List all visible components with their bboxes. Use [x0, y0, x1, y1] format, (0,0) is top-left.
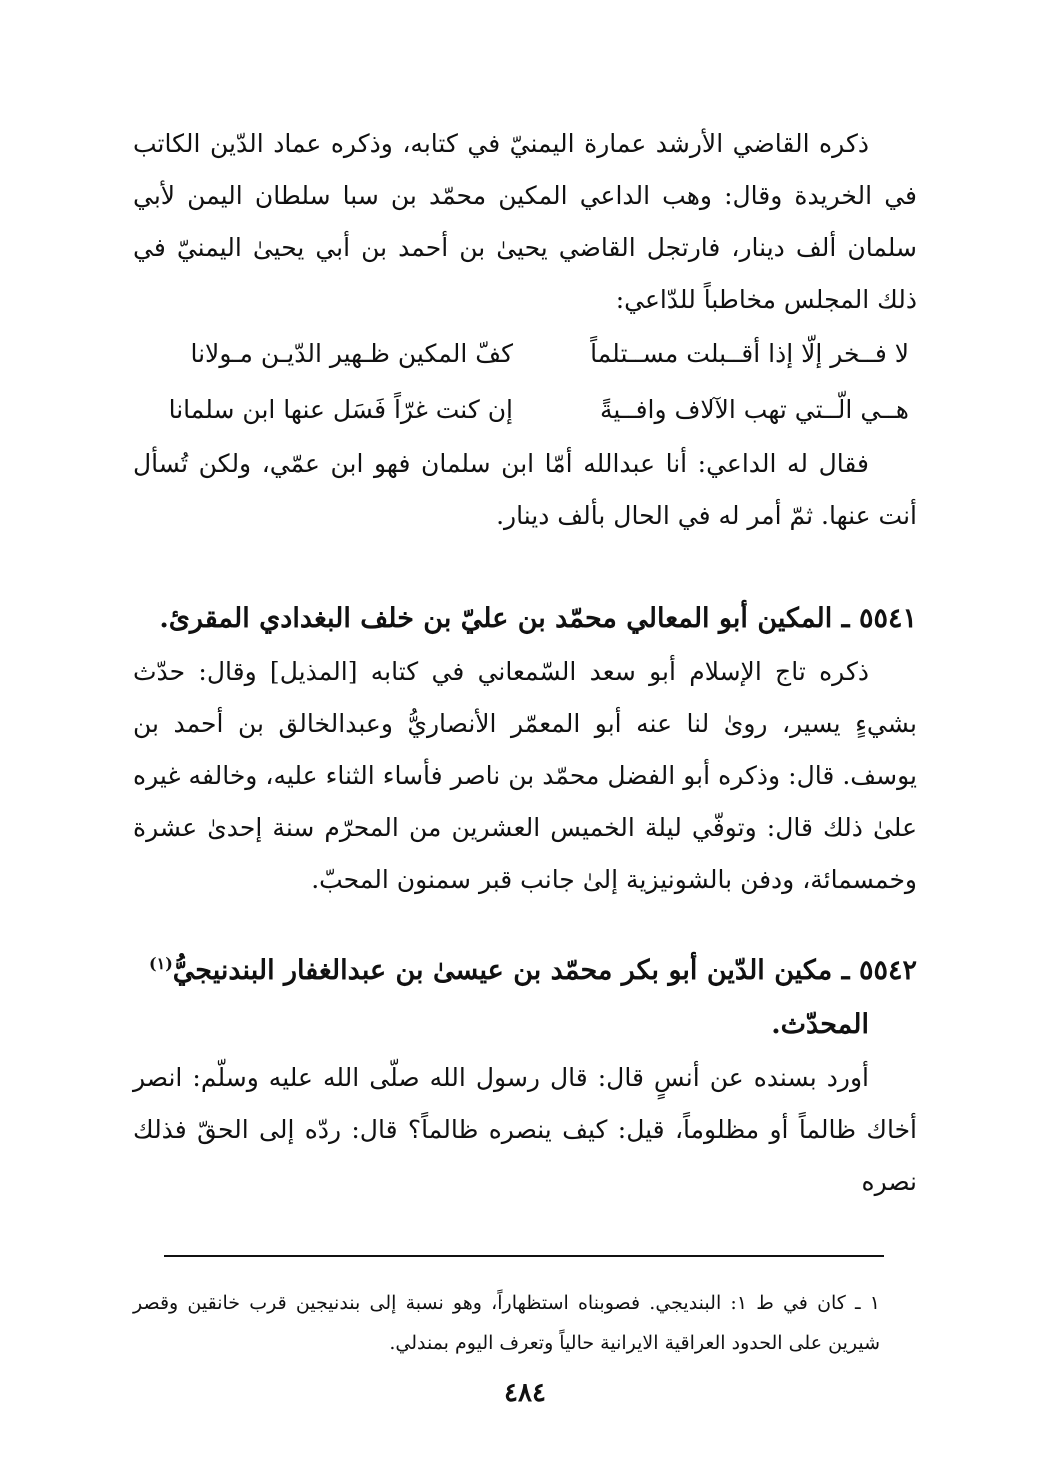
footnote-reference: (١) — [149, 954, 173, 973]
intro-paragraph: ذكره القاضي الأرشد عمارة اليمنيّ في كتابه، وذكره عماد الدّين الكاتب في الخريدة وقال: وهب الداعي المكين محمّد بن سبا سلطان اليمن لأبي سلمان ألف دينار، فارتجل القاضي يحيىٰ بن أحمد بن أبي يحيىٰ اليمنيّ في ذلك المجلس مخاطباً للدّاعي: — [133, 129, 917, 314]
verse-line — [153, 382, 909, 438]
entry-heading-text: ٥٥٤٢ ـ مكين الدّين أبو بكر محمّد بن عيسىٰ بن عبدالغفار البندنيجيُّ — [172, 955, 917, 986]
footnote-text: ١ ـ كان في ط ١: البنديجي. فصوبناه استظهاراً، وهو نسبة إلى بندنيجين قرب خانقين وقصر شيرين على الحدود العراقية الايرانية حالياً وتعرف اليوم بمندلي. — [133, 1292, 881, 1354]
intro-section — [133, 118, 917, 542]
poem — [153, 326, 909, 438]
footnotes — [133, 1283, 880, 1363]
intro-closing-paragraph: فقال له الداعي: أنا عبدالله أمّا ابن سلمان فهو ابن عمّي، ولكن تُسأل أنت عنها. ثمّ أمر له في الحال بألف دينار. — [133, 449, 917, 530]
verse-second-hemistich: كفّ المكين ظـهير الدّيـن مـولانا — [190, 339, 513, 368]
verse-first-hemistich: لا فــخر إلّا إذا أقــبلت مســتلماً — [590, 339, 909, 368]
entry-paragraph: ذكره تاج الإسلام أبو سعد السّمعاني في كتابه [المذيل] وقال: حدّث بشيءٍ يسير، روىٰ لنا عنه أبو المعمّر الأنصاريُّ وعبدالخالق بن أحمد بن يوسف. قال: وذكره أبو الفضل محمّد بن ناصر فأساء الثناء عليه، وخالفه غيره علىٰ ذلك قال: وتوفّي ليلة الخميس العشرين من المحرّم سنة إحدىٰ عشرة وخمسمائة، ودفن بالشونيزية إلىٰ جانب قبر سمنون المحبّ. — [133, 657, 917, 894]
page-number: ٤٨٤ — [504, 1378, 546, 1408]
entry-heading — [133, 944, 917, 1052]
footnote-divider — [164, 1255, 884, 1257]
verse-line — [153, 326, 909, 382]
entry-heading-tail: المحدّث. — [771, 1009, 869, 1040]
entry-5542 — [133, 944, 917, 1208]
verse-second-hemistich: إن كنت غرّاً فَسَل عنها ابن سلمانا — [168, 395, 513, 424]
entry-heading: ٥٥٤١ ـ المكين أبو المعالي محمّد بن عليّ بن خلف البغدادي المقرئ. — [159, 603, 917, 634]
entry-paragraph: أورد بسنده عن أنسٍ قال: قال رسول الله صلّى الله عليه وسلّم: انصر أخاك ظالماً أو مظلوماً، قيل: كيف ينصره ظالماً؟ قال: ردّه إلى الحقّ فذلك نصره — [133, 1063, 917, 1196]
entry-5541 — [133, 592, 917, 906]
verse-first-hemistich: هــي الّــتي تهب الآلاف وافــيةً — [599, 395, 909, 424]
